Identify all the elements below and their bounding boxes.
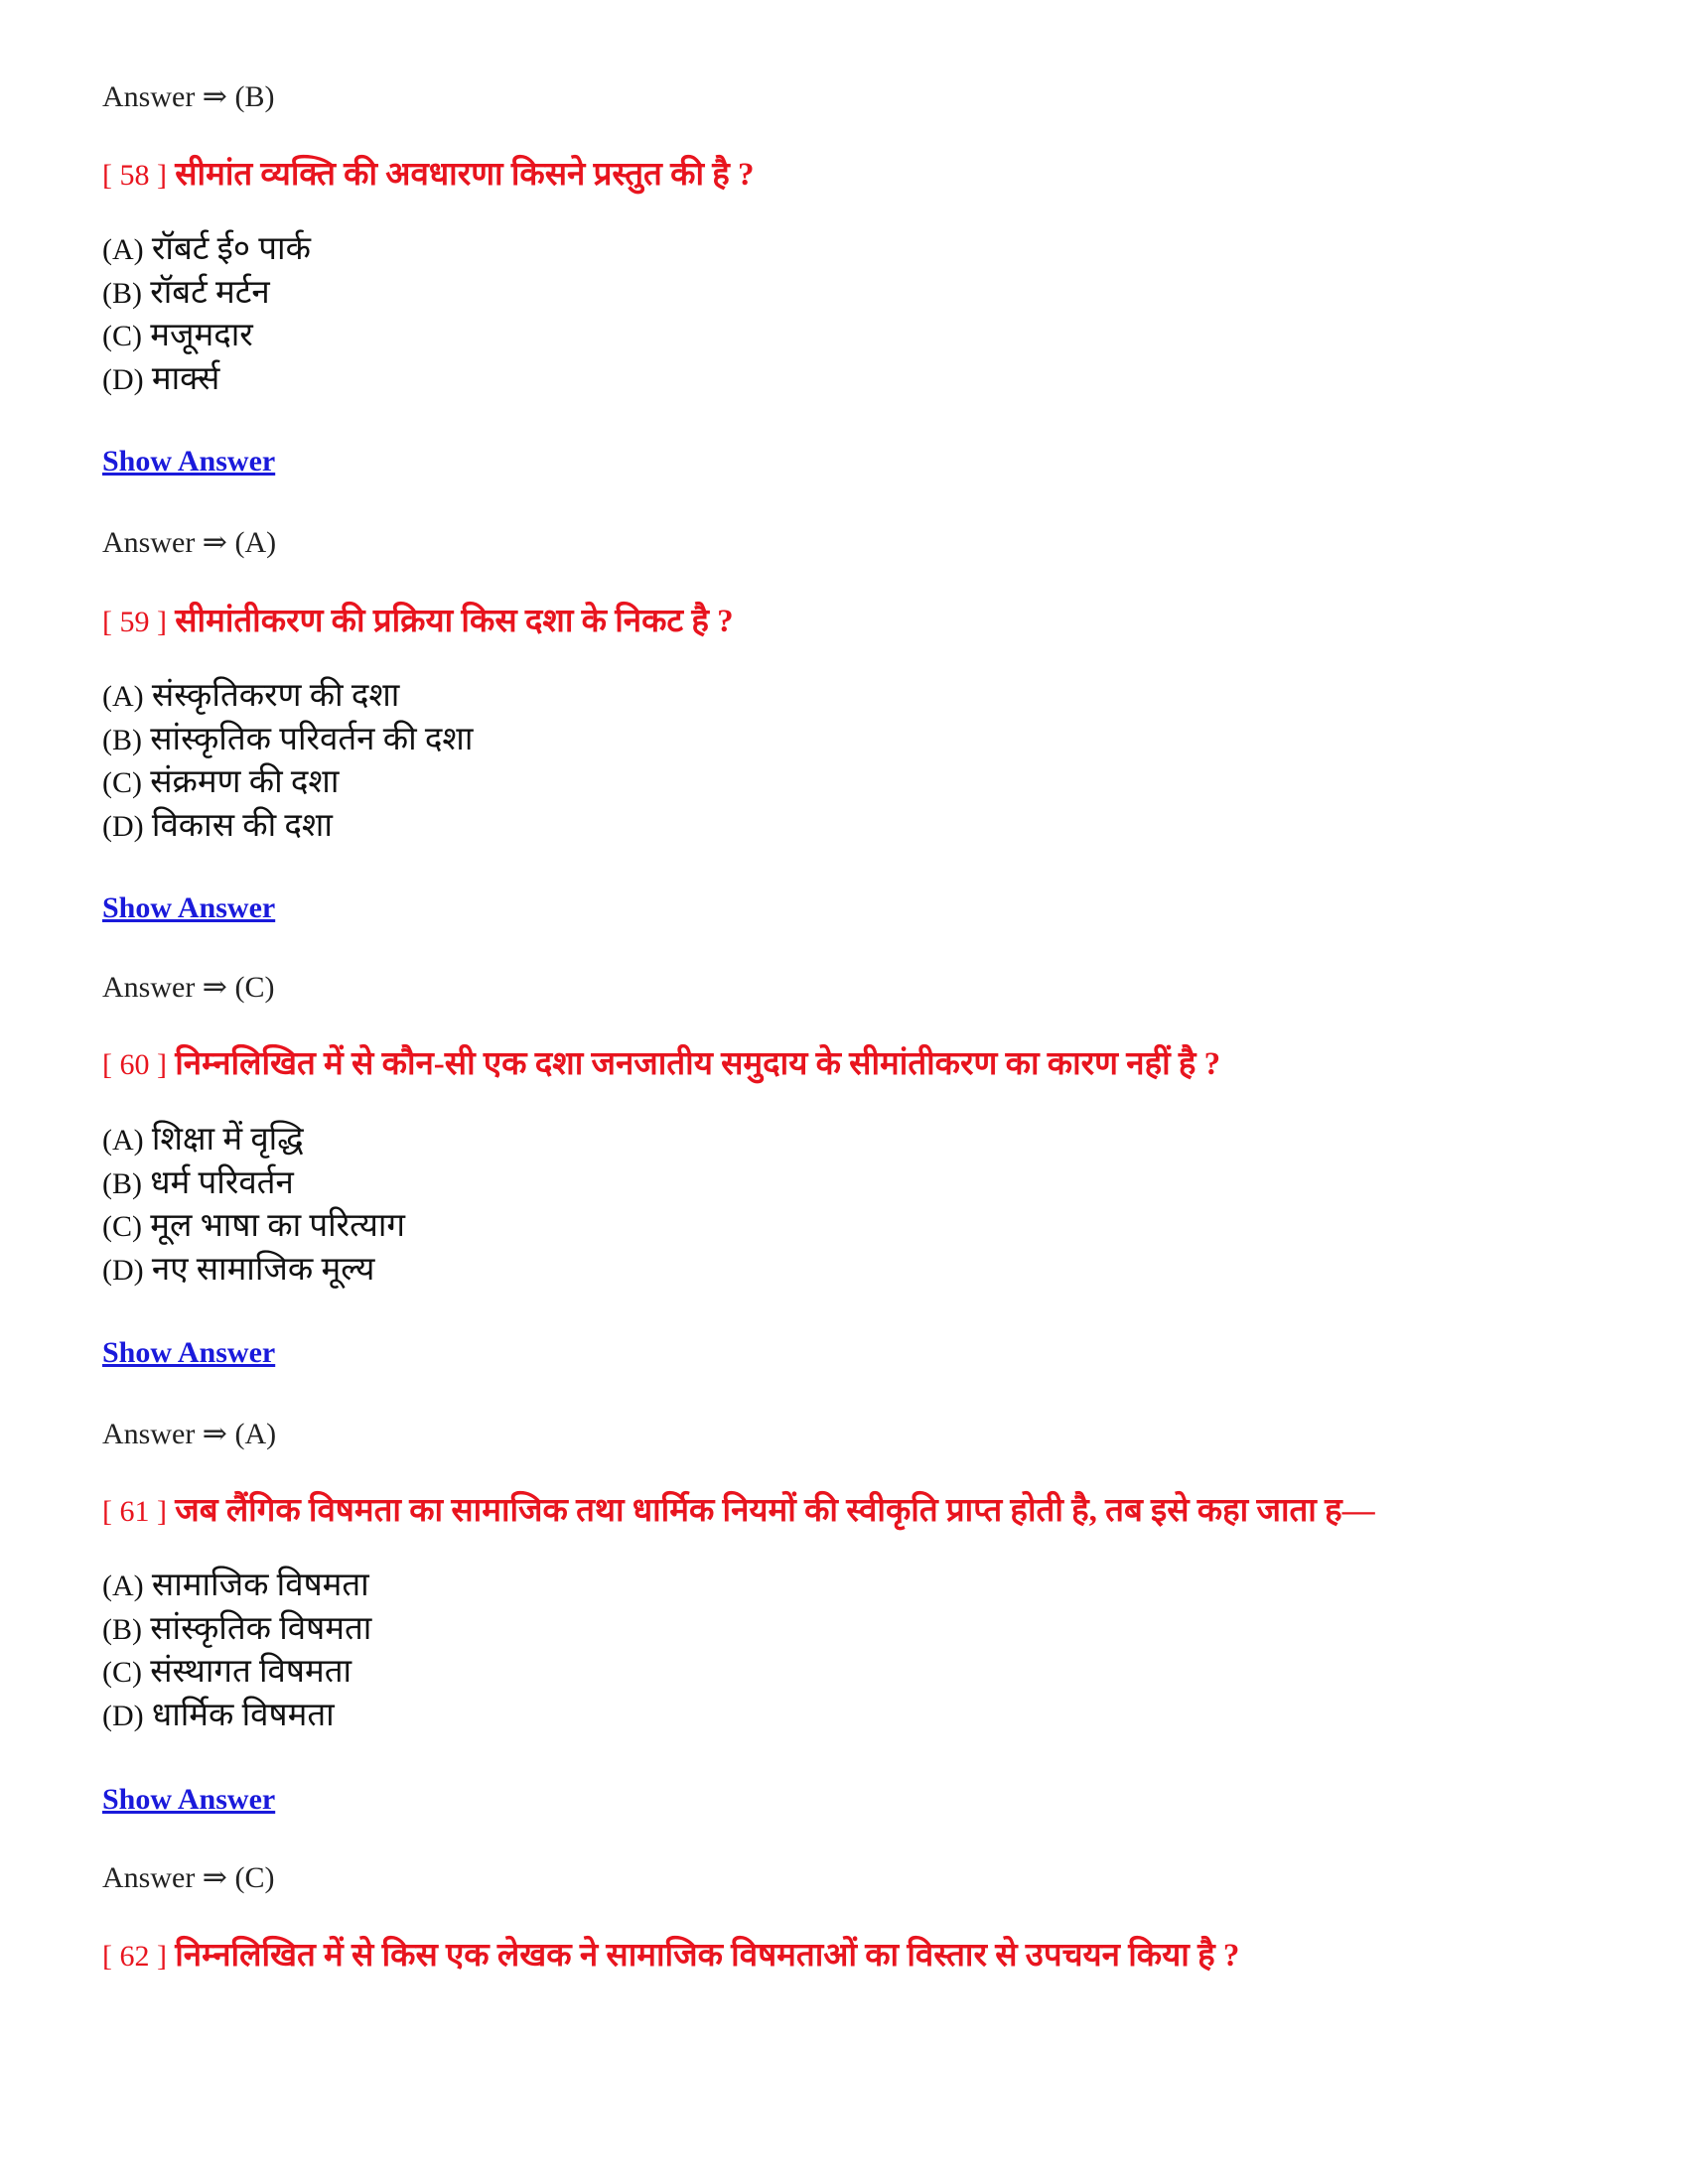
option-label: (C) [102,320,142,352]
show-answer-link[interactable]: Show Answer [102,891,276,924]
option-text: संक्रमण की दशा [150,764,340,800]
show-answer-link[interactable]: Show Answer [102,1336,276,1369]
option-d [102,358,311,402]
option-label: (D) [102,809,144,843]
answer-text: Answer ⇒ (C) [102,971,275,1004]
option-a [102,675,473,719]
option-text: धार्मिक विषमता [151,1697,335,1733]
question-59 [102,602,734,642]
options-58 [102,228,311,401]
question-text: जब लैंगिक विषमता का सामाजिक तथा धार्मिक नियमों की स्वीकृति प्राप्त होती है, तब इसे कहा जाता ह— [175,1493,1375,1529]
option-label: (D) [102,1699,144,1732]
option-text: धर्म परिवर्तन [150,1164,294,1201]
question-60 [102,1044,1220,1085]
option-text: विकास की दशा [151,807,333,844]
question-number: [ 60 ] [102,1048,167,1081]
option-c [102,1651,371,1695]
option-b [102,272,311,316]
question-61 [102,1491,1375,1532]
question-text: सीमांत व्यक्ति की अवधारणा किसने प्रस्तुत की है ? [175,157,755,193]
options-59 [102,675,473,848]
option-text: संस्कृतिकरण की दशा [151,678,400,714]
answer-text: Answer ⇒ (C) [102,1861,275,1894]
option-b [102,1162,405,1206]
answer-text: Answer ⇒ (B) [102,80,275,113]
option-d [102,1249,405,1293]
option-text: रॉबर्ट मर्टन [150,274,270,311]
option-d [102,805,473,849]
options-60 [102,1119,405,1292]
option-text: सामाजिक विषमता [151,1568,369,1603]
option-label: (A) [102,1570,144,1602]
option-label: (B) [102,1612,142,1646]
option-text: संस्थागत विषमता [150,1654,352,1690]
option-a [102,228,311,272]
option-text: शिक्षा में वृद्धि [151,1122,304,1158]
question-number: [ 59 ] [102,606,167,638]
option-label: (B) [102,276,142,310]
option-text: सांस्कृतिक परिवर्तन की दशा [150,721,474,757]
option-b [102,719,473,762]
option-b [102,1608,371,1652]
option-label: (A) [102,1124,144,1157]
option-text: रॉबर्ट ई० पार्क [151,231,311,267]
option-label: (C) [102,1656,142,1689]
option-label: (A) [102,680,144,713]
question-number: [ 62 ] [102,1940,167,1973]
option-c [102,761,473,805]
question-62 [102,1936,1239,1977]
option-label: (D) [102,362,144,396]
option-text: नए सामाजिक मूल्य [151,1251,375,1288]
option-label: (B) [102,723,142,756]
option-text: मूल भाषा का परित्याग [150,1208,405,1244]
option-d [102,1695,371,1738]
option-label: (D) [102,1253,144,1287]
question-number: [ 58 ] [102,159,167,192]
option-text: सांस्कृतिक विषमता [150,1610,372,1647]
option-text: मार्क्स [151,360,220,397]
options-61 [102,1565,371,1737]
option-text: मजूमदार [150,318,253,353]
option-c [102,315,311,358]
answer-text: Answer ⇒ (A) [102,1418,277,1450]
question-text: निम्नलिखित में से कौन-सी एक दशा जनजातीय समुदाय के सीमांतीकरण का कारण नहीं है ? [175,1046,1221,1082]
question-text: सीमांतीकरण की प्रक्रिया किस दशा के निकट है ? [175,604,734,639]
option-a [102,1119,405,1162]
show-answer-link[interactable]: Show Answer [102,1783,276,1816]
option-label: (C) [102,766,142,799]
option-label: (B) [102,1166,142,1200]
option-a [102,1565,371,1608]
option-c [102,1205,405,1249]
question-number: [ 61 ] [102,1495,167,1528]
question-58 [102,155,755,196]
show-answer-link[interactable]: Show Answer [102,445,276,478]
answer-text: Answer ⇒ (A) [102,526,277,559]
option-label: (A) [102,233,144,266]
question-text: निम्नलिखित में से किस एक लेखक ने सामाजिक विषमताओं का विस्तार से उपचयन किया है ? [175,1938,1240,1974]
option-label: (C) [102,1210,142,1243]
